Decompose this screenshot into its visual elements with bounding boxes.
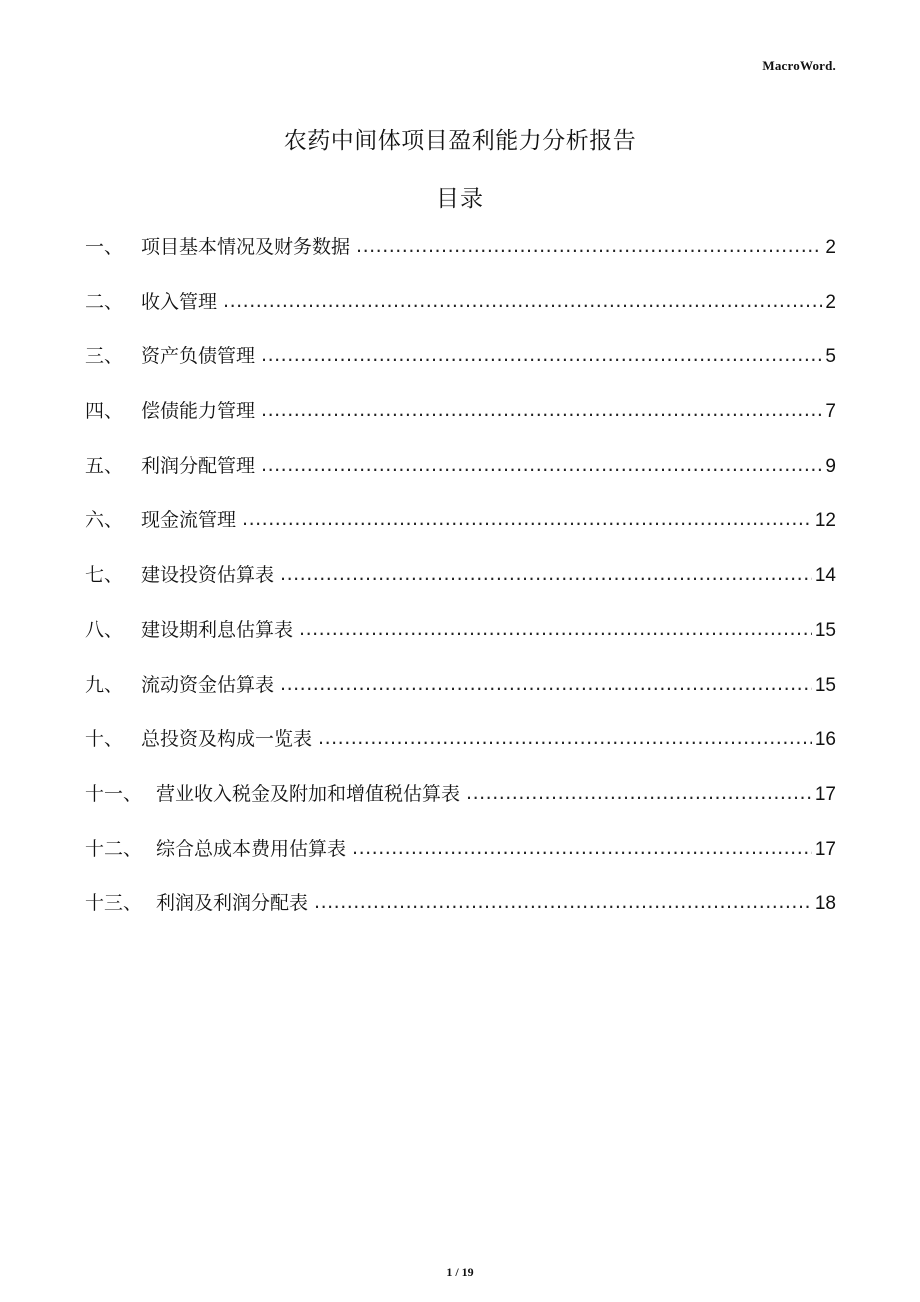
- toc-dot-leader: [261, 454, 822, 476]
- toc-entry-number: 三、: [85, 345, 124, 368]
- toc-entry-number: 五、: [85, 454, 124, 477]
- toc-entry[interactable]: [85, 341, 836, 396]
- toc-dot-leader: [299, 618, 812, 640]
- toc-entry-title: 项目基本情况及财务数据: [141, 236, 351, 258]
- toc-heading: 目录: [436, 186, 484, 212]
- toc-entry-number: 一、: [85, 236, 124, 258]
- toc-entry-number: 七、: [85, 564, 124, 587]
- toc-dot-leader: [242, 508, 812, 530]
- toc-entry-page: 12: [814, 510, 836, 532]
- toc-entry-title: 营业收入税金及附加和增值税估算表: [156, 782, 461, 805]
- toc-entry-number: 九、: [85, 673, 124, 696]
- toc-entry-page: 9: [825, 455, 836, 477]
- toc-entry[interactable]: [85, 670, 836, 725]
- toc-entry-number: 六、: [85, 509, 124, 532]
- toc-dot-leader: [356, 235, 822, 257]
- toc-entry-page: 15: [814, 674, 836, 696]
- toc-entry[interactable]: [85, 451, 836, 506]
- toc-entry-page: 5: [825, 346, 836, 368]
- toc-dot-leader: [261, 399, 822, 421]
- toc-entry-number: 四、: [85, 400, 124, 423]
- toc-entry-title: 收入管理: [141, 290, 218, 313]
- toc-entry-number: 十一、: [85, 782, 143, 805]
- toc-entry-number: 十二、: [85, 837, 143, 860]
- toc-dot-leader: [314, 891, 812, 913]
- toc-entry[interactable]: [85, 888, 836, 943]
- toc-entry[interactable]: [85, 232, 836, 287]
- toc-entry-page: 18: [814, 893, 836, 915]
- toc-entry[interactable]: [85, 560, 836, 615]
- toc-entry-title: 综合总成本费用估算表: [156, 837, 347, 860]
- toc-entry[interactable]: [85, 287, 836, 342]
- toc-dot-leader: [466, 782, 812, 804]
- toc-entry-page: 17: [814, 838, 836, 860]
- toc-entry[interactable]: [85, 724, 836, 779]
- toc-entry-page: 15: [814, 619, 836, 641]
- toc-entry-page: 14: [814, 565, 836, 587]
- toc-entry-number: 二、: [85, 290, 124, 313]
- toc-entry-title: 偿债能力管理: [141, 400, 256, 423]
- toc-entry-title: 利润及利润分配表: [156, 892, 309, 915]
- toc-dot-leader: [223, 290, 822, 312]
- toc-entry[interactable]: [85, 834, 836, 889]
- toc-entry[interactable]: [85, 615, 836, 670]
- toc-entry-page: 2: [825, 237, 836, 258]
- toc-entry-page: 2: [825, 291, 836, 313]
- document-title: 农药中间体项目盈利能力分析报告: [283, 128, 637, 154]
- toc-entry-number: 十三、: [85, 892, 143, 915]
- toc-entry[interactable]: [85, 779, 836, 834]
- toc-entry-title: 利润分配管理: [141, 454, 256, 477]
- toc-entry-title: 建设期利息估算表: [141, 618, 294, 641]
- toc-entry-title: 现金流管理: [141, 509, 237, 532]
- toc-entry-number: 十、: [85, 728, 124, 751]
- toc-entry[interactable]: [85, 396, 836, 451]
- toc-entry-title: 建设投资估算表: [141, 564, 275, 587]
- toc-entry-title: 流动资金估算表: [141, 673, 275, 696]
- toc-entry-title: 资产负债管理: [141, 345, 256, 368]
- toc-dot-leader: [280, 563, 812, 585]
- toc-entry[interactable]: [85, 505, 836, 560]
- header-brand: MacroWord.: [762, 58, 836, 73]
- toc-dot-leader: [352, 837, 812, 859]
- page-indicator: 1 / 19: [446, 1265, 474, 1279]
- table-of-contents: [85, 232, 836, 943]
- toc-entry-page: 7: [825, 401, 836, 423]
- toc-entry-number: 八、: [85, 618, 124, 641]
- toc-entry-title: 总投资及构成一览表: [141, 728, 313, 751]
- toc-dot-leader: [280, 673, 812, 695]
- toc-dot-leader: [261, 344, 822, 366]
- toc-entry-page: 16: [814, 729, 836, 751]
- toc-entry-page: 17: [814, 783, 836, 805]
- toc-dot-leader: [318, 727, 812, 749]
